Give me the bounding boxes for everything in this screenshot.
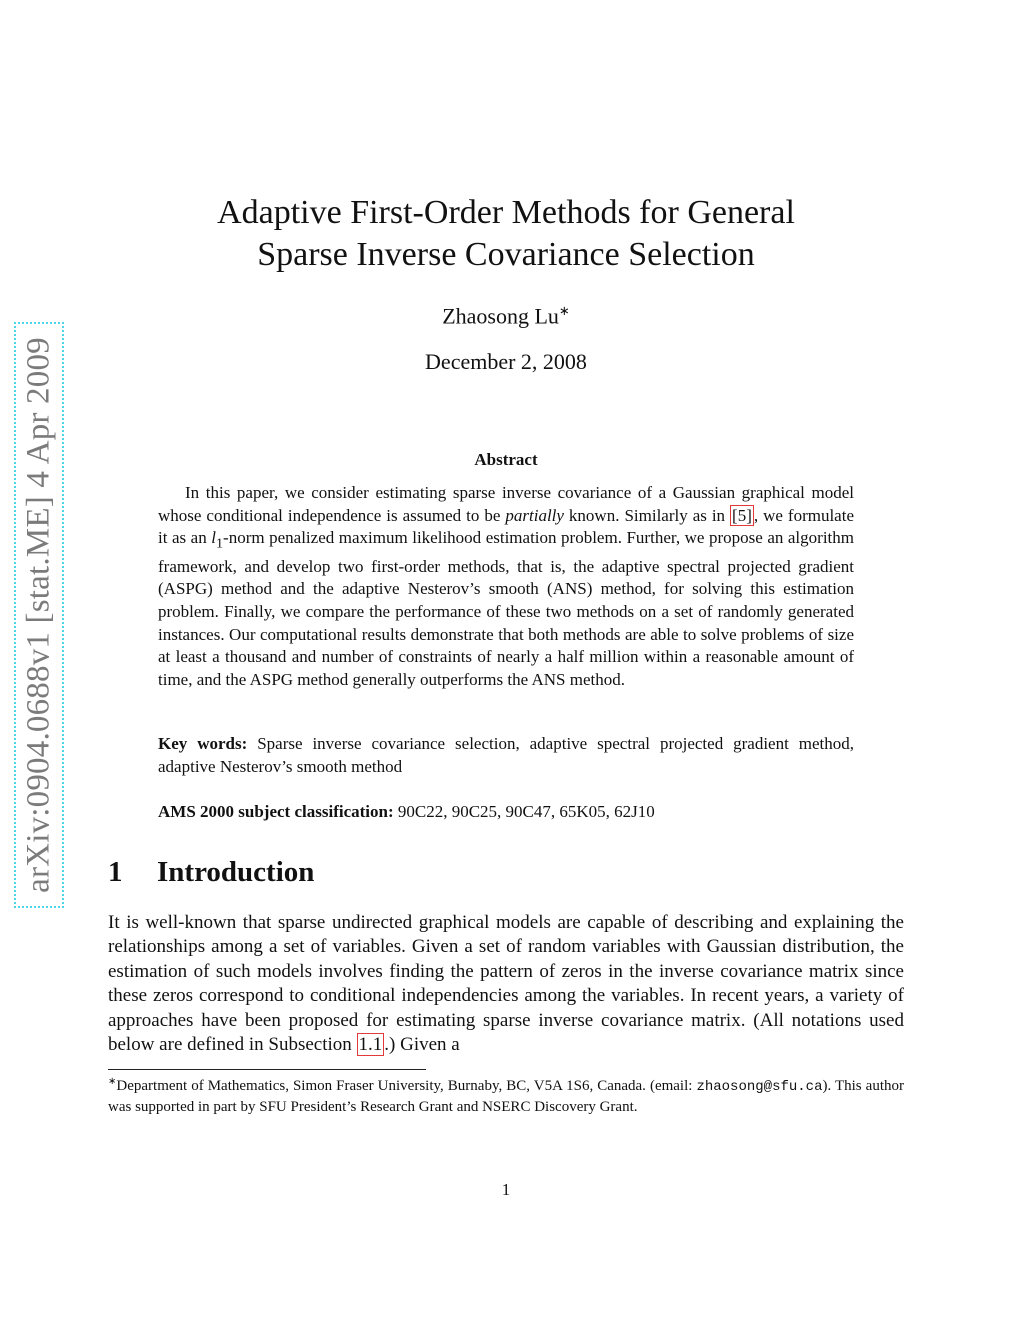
ams-label: AMS 2000 subject classification: xyxy=(158,802,394,821)
ams-classification xyxy=(158,801,854,824)
intro-text-2: .) Given a xyxy=(384,1034,460,1056)
author-footnote-mark[interactable]: ∗ xyxy=(558,303,570,318)
footnote-email: zhaosong@sfu.ca xyxy=(696,1079,823,1095)
arxiv-stamp[interactable] xyxy=(14,322,64,908)
citation-link[interactable]: [5] xyxy=(732,505,752,525)
l1-subscript: 1 xyxy=(215,535,224,552)
section-title: Introduction xyxy=(157,856,315,888)
footnote-rule xyxy=(108,1069,426,1070)
abstract-text-3: , we formulate it as an xyxy=(158,505,854,548)
l1-variable: l xyxy=(211,528,216,548)
abstract-text-2: known. Similarly as in xyxy=(563,505,731,525)
footnote xyxy=(108,1072,904,1118)
section-number: 1 xyxy=(108,856,123,888)
ams-text: 90C22, 90C25, 90C47, 65K05, 62J10 xyxy=(393,802,655,821)
author-name: Zhaosong Lu xyxy=(442,303,559,329)
paper-title xyxy=(108,192,904,276)
footnote-text-1: Department of Mathematics, Simon Fraser University, Burnaby, BC, V5A 1S6, Canada. (email: xyxy=(116,1078,697,1094)
intro-text-1: It is well-known that sparse undirected graphical models are capable of describing and explaining the relationships among a set of variables. Given a set of random variables with Gaussian distribution, the estimation of such models involves finding the pattern of zeros in the inverse covariance matrix since these zeros correspond to conditional independencies among the variables. In recent years, a variety of approaches have been proposed for estimating sparse inverse covariance matrix. (All notations used below are defined in Subsection xyxy=(108,912,904,1056)
abstract-text-4: -norm penalized maximum likelihood estimation problem. Further, we propose an algorithm framework, and develop two first-order methods, that is, the adaptive spectral projected gradient (ASPG) method and the adaptive Nesterov’s smooth (ANS) method, for solving this estimation problem. Finally, we compare the performance of these two methods on a set of randomly generated instances. Our computational results demonstrate that both methods are able to solve problems of size at least a thousand and number of constraints of nearly a half million within a reasonable amount of time, and the ASPG method generally outperforms the ANS method. xyxy=(158,528,854,690)
title-line-2: Sparse Inverse Covariance Selection xyxy=(257,236,755,273)
arxiv-stamp-text: arXiv:0904.0688v1 [stat.ME] 4 Apr 2009 xyxy=(20,337,57,893)
keywords xyxy=(158,733,854,778)
abstract-body xyxy=(158,482,854,692)
paper-author xyxy=(108,303,904,329)
footnote-mark: ∗ xyxy=(108,1076,117,1087)
section-heading-introduction xyxy=(108,856,314,889)
abstract-text-1: In this paper, we consider estimating sparse inverse covariance of a Gaussian graphical model whose conditional independence is assumed to be xyxy=(158,483,854,525)
paper-date: December 2, 2008 xyxy=(425,349,587,374)
abstract-heading: Abstract xyxy=(474,450,538,469)
abstract-emphasis: partially xyxy=(505,505,564,525)
subsection-link[interactable]: 1.1 xyxy=(358,1034,383,1056)
introduction-paragraph xyxy=(108,911,904,1057)
page-number: 1 xyxy=(501,1180,511,1199)
footnote-text-2: ). This author was supported in part by SFU President’s Research Grant and NSERC Discovery Grant. xyxy=(108,1078,904,1116)
keywords-label: Key words: xyxy=(158,734,248,753)
title-line-1: Adaptive First-Order Methods for General xyxy=(217,194,795,231)
keywords-text: Sparse inverse covariance selection, adaptive spectral projected gradient method, adaptive Nesterov’s smooth method xyxy=(158,734,854,776)
